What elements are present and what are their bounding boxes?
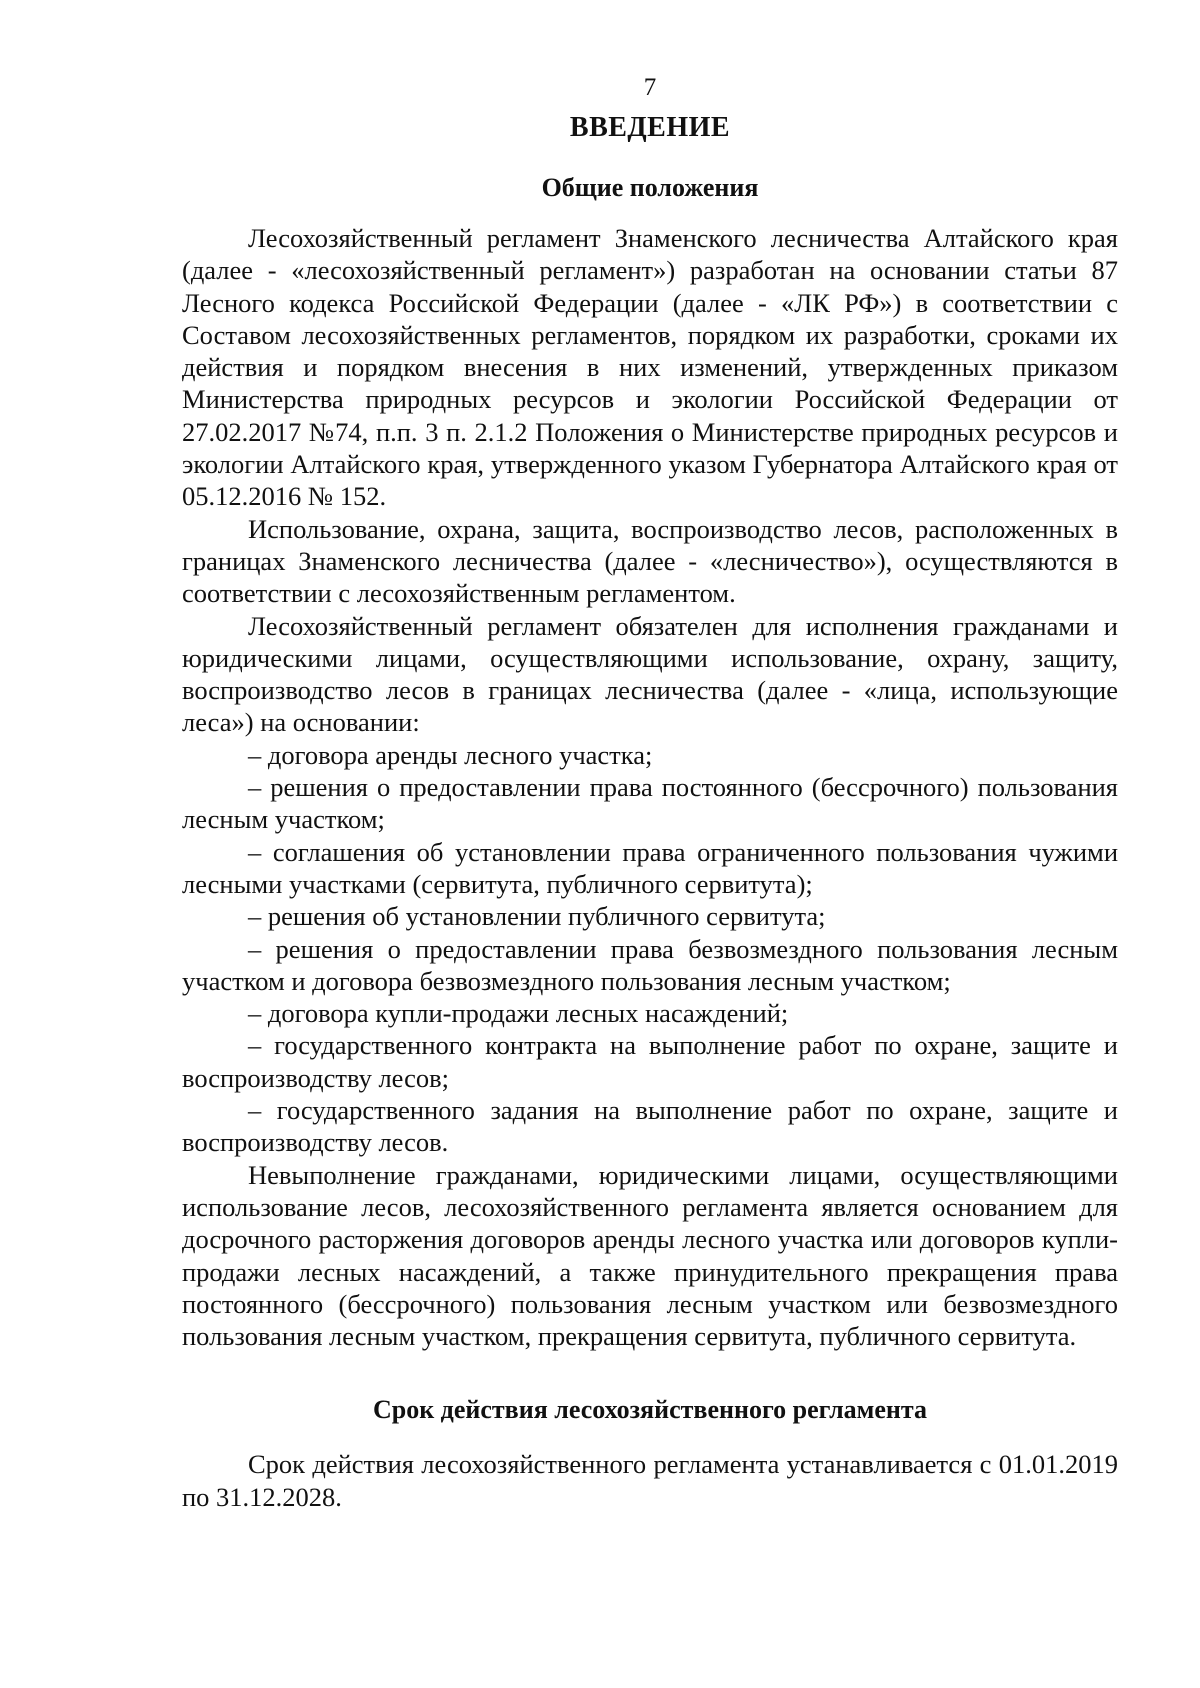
- list-item: – решения о предоставлении права безвозмездного пользования лесным участком и договора безвозмездного пользования лесным участком;: [182, 933, 1118, 996]
- intro-paragraph-obligation: Лесохозяйственный регламент обязателен для исполнения гражданами и юридическими лицами, осуществляющими использование, охрану, защиту, воспроизводство лесов в границах лесничества (далее - «лица, использующие леса») на основании:: [182, 610, 1118, 738]
- list-item: – соглашения об установлении права ограниченного пользования чужими лесными участками (сервитута, публичного сервитута);: [182, 836, 1118, 899]
- introduction-heading: ВВЕДЕНИЕ: [569, 112, 731, 143]
- basis-list: [182, 739, 1118, 1159]
- list-item: – договора купли-продажи лесных насаждений;: [248, 998, 789, 1029]
- page-number: 7: [643, 74, 657, 101]
- page-content: [182, 68, 1118, 1513]
- list-item: – государственного задания на выполнение работ по охране, защите и воспроизводству лесов.: [182, 1095, 1118, 1158]
- intro-paragraph-legal-basis: Лесохозяйственный регламент Знаменского лесничества Алтайского края (далее - «лесохозяйственный регламент») разработан на основании статьи 87 Лесного кодекса Российской Федерации (далее - «ЛК РФ») в соответствии с Составом лесохозяйственных регламентов, порядком их разработки, сроками их действия и порядком внесения в них изменений, утвержденных приказом Министерства природных ресурсов и экологии Российской Федерации от 27.02.2017 №74, п.п. 3 п. 2.1.2 Положения о Министерстве природных ресурсов и экологии Алтайского края, утвержденного указом Губернатора Алтайского края от 05.12.2016 № 152.: [182, 223, 1118, 512]
- intro-paragraph-forest-use: Использование, охрана, защита, воспроизводство лесов, расположенных в границах Знаменского лесничества (далее - «лесничество»), осуществляются в соответствии с лесохозяйственным регламентом.: [182, 513, 1118, 609]
- term-paragraph: Срок действия лесохозяйственного регламента устанавливается с 01.01.2019 по 31.12.2028.: [182, 1449, 1118, 1512]
- term-section-heading: Срок действия лесохозяйственного регламента: [372, 1395, 928, 1425]
- general-provisions-heading: Общие положения: [541, 173, 759, 202]
- closing-paragraph: Невыполнение гражданами, юридическими лицами, осуществляющими использование лесов, лесохозяйственного регламента является основанием для досрочного расторжения договоров аренды лесного участка или договоров купли-продажи лесных насаждений, а также принудительного прекращения права постоянного (бессрочного) пользования лесным участком или безвозмездного пользования лесным участком, прекращения сервитута, публичного сервитута.: [182, 1159, 1118, 1352]
- list-item: – договора аренды лесного участка;: [248, 739, 653, 770]
- list-item: – решения о предоставлении права постоянного (бессрочного) пользования лесным участком;: [182, 772, 1118, 835]
- list-item: – государственного контракта на выполнение работ по охране, защите и воспроизводству лесов;: [182, 1030, 1118, 1093]
- list-item: – решения об установлении публичного сервитута;: [248, 901, 826, 932]
